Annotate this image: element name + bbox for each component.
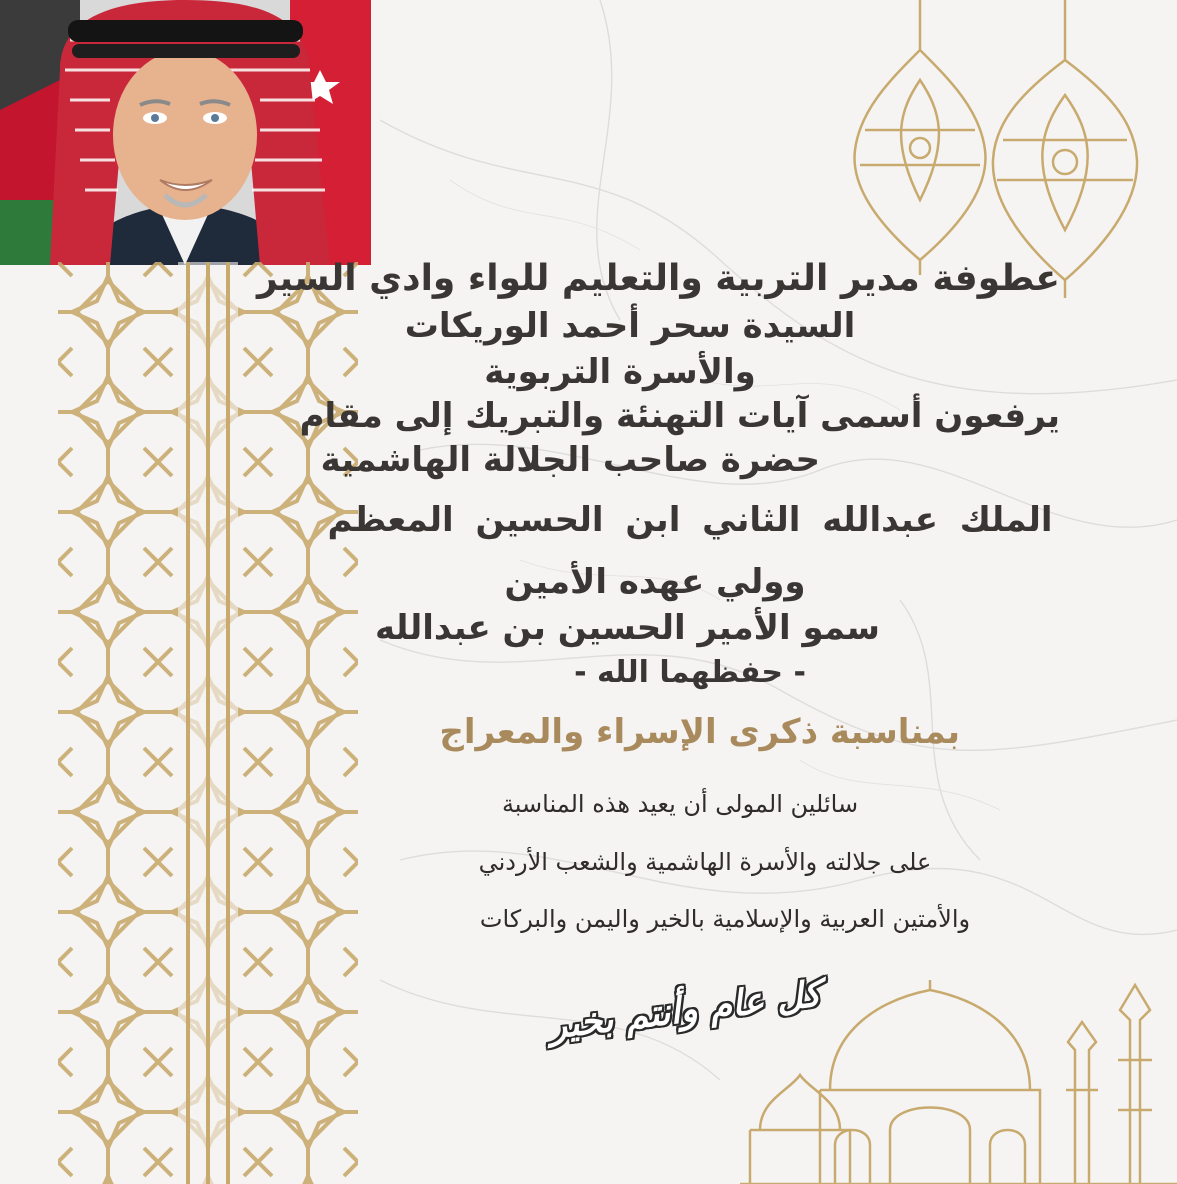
sender-name: السيدة سحر أحمد الوريكات [404,306,856,346]
congratulations-line: يرفعون أسمى آيات التهنئة والتبريك إلى مقام [299,396,1060,436]
portrait-photo [0,0,371,265]
king-name: الملك عبدالله الثاني ابن الحسين المعظم [327,500,1053,540]
wish-line-2: على جلالته والأسرة الهاشمية والشعب الأردني [478,848,932,876]
blessing-line: - حفظهما الله - [574,655,806,690]
presence-line: حضرة صاحب الجلالة الهاشمية [320,440,820,480]
wish-line-1: سائلين المولى أن يعيد هذه المناسبة [501,790,859,818]
greeting-calligraphy: كل عام وأنتم بخير [547,973,823,1048]
sender-title: عطوفة مدير التربية والتعليم للواء وادي السير [257,258,1060,299]
crown-prince-name: سمو الأمير الحسين بن عبدالله [375,608,880,648]
occasion-line: بمناسبة ذكرى الإسراء والمعراج [439,712,960,752]
hanging-lanterns-illustration [835,0,1145,300]
wish-line-3: والأمتين العربية والإسلامية بالخير واليمن والبركات [479,905,971,933]
educational-family: والأسرة التربوية [484,352,756,392]
crown-prince-intro: وولي عهده الأمين [504,562,806,602]
